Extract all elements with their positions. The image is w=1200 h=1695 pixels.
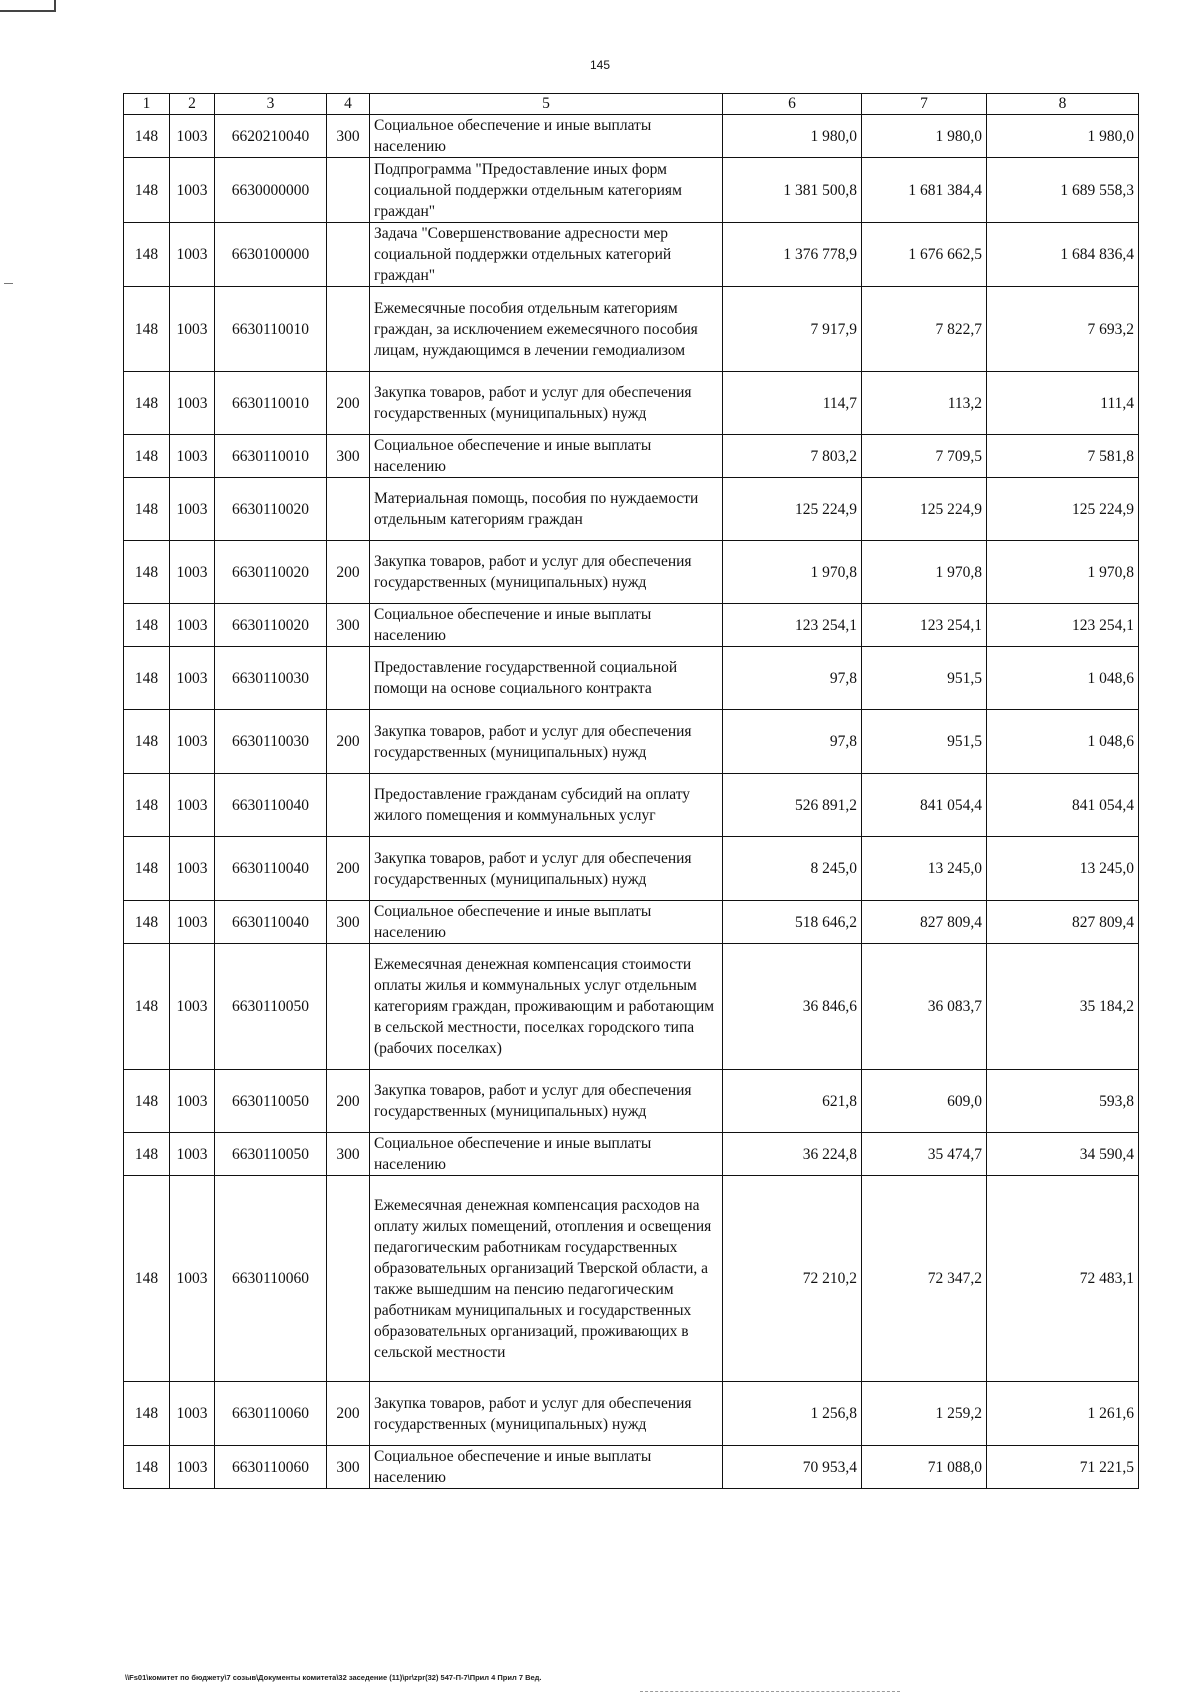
cell-description: Социальное обеспечение и иные выплаты населению [370, 115, 723, 158]
cell-amount-col8: 1 684 836,4 [987, 223, 1139, 287]
cell-amount-col7: 951,5 [862, 647, 987, 710]
cell-section-code: 148 [124, 604, 170, 647]
cell-subsection-code: 1003 [170, 478, 215, 541]
cell-amount-col6: 1 381 500,8 [723, 158, 862, 223]
cell-target-article: 6630110010 [215, 435, 327, 478]
cell-amount-col8: 593,8 [987, 1070, 1139, 1133]
cell-amount-col6: 36 846,6 [723, 944, 862, 1070]
cell-amount-col6: 526 891,2 [723, 774, 862, 837]
cell-amount-col8: 1 261,6 [987, 1382, 1139, 1446]
cell-amount-col6: 36 224,8 [723, 1133, 862, 1176]
cell-section-code: 148 [124, 901, 170, 944]
column-header: 5 [370, 94, 723, 115]
cell-expense-type: 200 [327, 1070, 370, 1133]
cell-amount-col8: 1 689 558,3 [987, 158, 1139, 223]
column-header: 3 [215, 94, 327, 115]
cell-amount-col7: 13 245,0 [862, 837, 987, 901]
cell-target-article: 6630110020 [215, 604, 327, 647]
cell-target-article: 6630110060 [215, 1176, 327, 1382]
cell-amount-col7: 72 347,2 [862, 1176, 987, 1382]
cell-amount-col7: 827 809,4 [862, 901, 987, 944]
cell-expense-type: 300 [327, 115, 370, 158]
cell-expense-type: 200 [327, 372, 370, 435]
cell-subsection-code: 1003 [170, 604, 215, 647]
cell-subsection-code: 1003 [170, 1382, 215, 1446]
cell-expense-type: 300 [327, 1133, 370, 1176]
cell-target-article: 6630110030 [215, 710, 327, 774]
cell-section-code: 148 [124, 372, 170, 435]
cell-target-article: 6630110050 [215, 944, 327, 1070]
cell-subsection-code: 1003 [170, 158, 215, 223]
column-header: 4 [327, 94, 370, 115]
cell-amount-col7: 36 083,7 [862, 944, 987, 1070]
cell-amount-col6: 7 917,9 [723, 287, 862, 372]
cell-subsection-code: 1003 [170, 541, 215, 604]
cell-section-code: 148 [124, 1382, 170, 1446]
cell-amount-col7: 125 224,9 [862, 478, 987, 541]
cell-amount-col8: 1 048,6 [987, 647, 1139, 710]
cell-target-article: 6630110010 [215, 287, 327, 372]
cell-description: Социальное обеспечение и иные выплаты населению [370, 1133, 723, 1176]
cell-section-code: 148 [124, 837, 170, 901]
cell-amount-col6: 97,8 [723, 647, 862, 710]
table-row [124, 1176, 1139, 1382]
cell-subsection-code: 1003 [170, 710, 215, 774]
cell-amount-col8: 13 245,0 [987, 837, 1139, 901]
cell-amount-col7: 841 054,4 [862, 774, 987, 837]
cell-expense-type: 300 [327, 901, 370, 944]
cell-amount-col6: 7 803,2 [723, 435, 862, 478]
table-row [124, 158, 1139, 223]
table-row [124, 372, 1139, 435]
cell-amount-col6: 1 256,8 [723, 1382, 862, 1446]
table-row [124, 944, 1139, 1070]
cell-target-article: 6630110010 [215, 372, 327, 435]
cell-amount-col7: 123 254,1 [862, 604, 987, 647]
cell-subsection-code: 1003 [170, 1070, 215, 1133]
cell-description: Закупка товаров, работ и услуг для обеспечения государственных (муниципальных) нужд [370, 837, 723, 901]
cell-amount-col6: 97,8 [723, 710, 862, 774]
cell-target-article: 6630110050 [215, 1070, 327, 1133]
column-header: 2 [170, 94, 215, 115]
budget-table [123, 93, 1139, 1489]
cell-section-code: 148 [124, 158, 170, 223]
cell-description: Ежемесячная денежная компенсация стоимости оплаты жилья и коммунальных услуг отдельным категориям граждан, проживающим и работающим в сельской местности, поселках городского типа (рабочих поселках) [370, 944, 723, 1070]
cell-description: Подпрограмма "Предоставление иных форм социальной поддержки отдельным категориям граждан" [370, 158, 723, 223]
footer-file-path: \\Fs01\комитет по бюджету\7 созыв\Документы комитета\32 заседение (11)\pr\zpr(32) 547-П-7\Прил 4 Прил 7 Вед. [125, 1673, 542, 1682]
cell-description: Предоставление государственной социальной помощи на основе социального контракта [370, 647, 723, 710]
cell-amount-col8: 1 048,6 [987, 710, 1139, 774]
page-number: 145 [589, 58, 611, 72]
cell-expense-type: 200 [327, 837, 370, 901]
cell-section-code: 148 [124, 710, 170, 774]
cell-amount-col7: 71 088,0 [862, 1446, 987, 1489]
cell-expense-type: 300 [327, 604, 370, 647]
cell-subsection-code: 1003 [170, 901, 215, 944]
table-row [124, 223, 1139, 287]
cell-amount-col8: 71 221,5 [987, 1446, 1139, 1489]
cell-amount-col7: 1 259,2 [862, 1382, 987, 1446]
cell-expense-type [327, 944, 370, 1070]
cell-section-code: 148 [124, 1176, 170, 1382]
cell-subsection-code: 1003 [170, 1446, 215, 1489]
table-row [124, 1446, 1139, 1489]
cell-target-article: 6630110060 [215, 1446, 327, 1489]
cell-amount-col8: 123 254,1 [987, 604, 1139, 647]
cell-description: Социальное обеспечение и иные выплаты населению [370, 604, 723, 647]
table-row [124, 541, 1139, 604]
cell-amount-col8: 111,4 [987, 372, 1139, 435]
cell-subsection-code: 1003 [170, 287, 215, 372]
cell-description: Закупка товаров, работ и услуг для обеспечения государственных (муниципальных) нужд [370, 372, 723, 435]
cell-description: Ежемесячная денежная компенсация расходов на оплату жилых помещений, отопления и освещения педагогическим работникам государственных образовательных организаций Тверской области, а также вышедшим на пенсию педагогическим работникам муниципальных и государственных образовательных организаций, проживающих в сельской местности [370, 1176, 723, 1382]
cell-section-code: 148 [124, 541, 170, 604]
cell-amount-col6: 1 980,0 [723, 115, 862, 158]
cell-section-code: 148 [124, 287, 170, 372]
scan-corner-mark [0, 0, 56, 12]
column-header: 6 [723, 94, 862, 115]
cell-amount-col8: 1 980,0 [987, 115, 1139, 158]
cell-amount-col8: 7 581,8 [987, 435, 1139, 478]
cell-expense-type [327, 1176, 370, 1382]
cell-section-code: 148 [124, 647, 170, 710]
cell-expense-type [327, 647, 370, 710]
cell-description: Закупка товаров, работ и услуг для обеспечения государственных (муниципальных) нужд [370, 541, 723, 604]
cell-amount-col7: 1 676 662,5 [862, 223, 987, 287]
cell-amount-col8: 34 590,4 [987, 1133, 1139, 1176]
cell-subsection-code: 1003 [170, 647, 215, 710]
cell-target-article: 6620210040 [215, 115, 327, 158]
cell-section-code: 148 [124, 774, 170, 837]
cell-amount-col7: 951,5 [862, 710, 987, 774]
cell-amount-col7: 7 822,7 [862, 287, 987, 372]
cell-subsection-code: 1003 [170, 115, 215, 158]
cell-amount-col8: 125 224,9 [987, 478, 1139, 541]
cell-subsection-code: 1003 [170, 944, 215, 1070]
cell-target-article: 6630000000 [215, 158, 327, 223]
cell-amount-col6: 1 970,8 [723, 541, 862, 604]
cell-section-code: 148 [124, 1070, 170, 1133]
cell-subsection-code: 1003 [170, 1176, 215, 1382]
column-header: 7 [862, 94, 987, 115]
cell-target-article: 6630110050 [215, 1133, 327, 1176]
cell-amount-col8: 72 483,1 [987, 1176, 1139, 1382]
cell-amount-col7: 1 980,0 [862, 115, 987, 158]
table-row [124, 1382, 1139, 1446]
table-row [124, 1070, 1139, 1133]
cell-target-article: 6630110060 [215, 1382, 327, 1446]
cell-expense-type [327, 158, 370, 223]
cell-section-code: 148 [124, 944, 170, 1070]
table-row [124, 1133, 1139, 1176]
cell-amount-col6: 125 224,9 [723, 478, 862, 541]
cell-amount-col6: 8 245,0 [723, 837, 862, 901]
cell-amount-col7: 609,0 [862, 1070, 987, 1133]
cell-expense-type: 200 [327, 541, 370, 604]
cell-amount-col7: 7 709,5 [862, 435, 987, 478]
cell-amount-col7: 1 970,8 [862, 541, 987, 604]
scan-margin-mark [4, 283, 13, 284]
cell-section-code: 148 [124, 1133, 170, 1176]
cell-subsection-code: 1003 [170, 372, 215, 435]
table-row [124, 604, 1139, 647]
cell-description: Материальная помощь, пособия по нуждаемости отдельным категориям граждан [370, 478, 723, 541]
cell-section-code: 148 [124, 223, 170, 287]
cell-target-article: 6630110030 [215, 647, 327, 710]
cell-amount-col8: 1 970,8 [987, 541, 1139, 604]
cell-amount-col8: 827 809,4 [987, 901, 1139, 944]
cell-amount-col8: 7 693,2 [987, 287, 1139, 372]
table-row [124, 710, 1139, 774]
cell-section-code: 148 [124, 1446, 170, 1489]
cell-amount-col6: 70 953,4 [723, 1446, 862, 1489]
cell-target-article: 6630110020 [215, 541, 327, 604]
cell-description: Социальное обеспечение и иные выплаты населению [370, 901, 723, 944]
scan-bottom-mark [640, 1691, 900, 1692]
cell-amount-col8: 35 184,2 [987, 944, 1139, 1070]
cell-section-code: 148 [124, 478, 170, 541]
cell-expense-type: 200 [327, 1382, 370, 1446]
cell-expense-type [327, 287, 370, 372]
cell-description: Социальное обеспечение и иные выплаты населению [370, 1446, 723, 1489]
cell-subsection-code: 1003 [170, 435, 215, 478]
table-row [124, 647, 1139, 710]
cell-target-article: 6630110040 [215, 774, 327, 837]
cell-description: Закупка товаров, работ и услуг для обеспечения государственных (муниципальных) нужд [370, 1070, 723, 1133]
cell-amount-col6: 72 210,2 [723, 1176, 862, 1382]
cell-expense-type: 300 [327, 1446, 370, 1489]
cell-amount-col6: 1 376 778,9 [723, 223, 862, 287]
cell-expense-type [327, 774, 370, 837]
cell-target-article: 6630110040 [215, 901, 327, 944]
cell-section-code: 148 [124, 435, 170, 478]
cell-description: Предоставление гражданам субсидий на оплату жилого помещения и коммунальных услуг [370, 774, 723, 837]
cell-expense-type [327, 223, 370, 287]
cell-section-code: 148 [124, 115, 170, 158]
cell-description: Социальное обеспечение и иные выплаты населению [370, 435, 723, 478]
table-row [124, 901, 1139, 944]
cell-description: Закупка товаров, работ и услуг для обеспечения государственных (муниципальных) нужд [370, 1382, 723, 1446]
cell-amount-col7: 1 681 384,4 [862, 158, 987, 223]
cell-expense-type: 200 [327, 710, 370, 774]
cell-amount-col6: 518 646,2 [723, 901, 862, 944]
cell-subsection-code: 1003 [170, 223, 215, 287]
cell-amount-col8: 841 054,4 [987, 774, 1139, 837]
cell-description: Закупка товаров, работ и услуг для обеспечения государственных (муниципальных) нужд [370, 710, 723, 774]
cell-subsection-code: 1003 [170, 774, 215, 837]
cell-amount-col7: 113,2 [862, 372, 987, 435]
cell-amount-col7: 35 474,7 [862, 1133, 987, 1176]
table-row [124, 435, 1139, 478]
column-header: 1 [124, 94, 170, 115]
table-row [124, 287, 1139, 372]
cell-amount-col6: 123 254,1 [723, 604, 862, 647]
cell-target-article: 6630110020 [215, 478, 327, 541]
column-header: 8 [987, 94, 1139, 115]
cell-amount-col6: 114,7 [723, 372, 862, 435]
table-row [124, 478, 1139, 541]
cell-subsection-code: 1003 [170, 1133, 215, 1176]
table-body [124, 115, 1139, 1489]
table-row [124, 115, 1139, 158]
table-row [124, 837, 1139, 901]
cell-target-article: 6630100000 [215, 223, 327, 287]
cell-amount-col6: 621,8 [723, 1070, 862, 1133]
cell-expense-type: 300 [327, 435, 370, 478]
cell-expense-type [327, 478, 370, 541]
cell-target-article: 6630110040 [215, 837, 327, 901]
cell-subsection-code: 1003 [170, 837, 215, 901]
cell-description: Задача "Совершенствование адресности мер социальной поддержки отдельных категорий граждан" [370, 223, 723, 287]
table-header-row [124, 94, 1139, 115]
cell-description: Ежемесячные пособия отдельным категориям граждан, за исключением ежемесячного пособия лицам, нуждающимся в лечении гемодиализом [370, 287, 723, 372]
table-row [124, 774, 1139, 837]
